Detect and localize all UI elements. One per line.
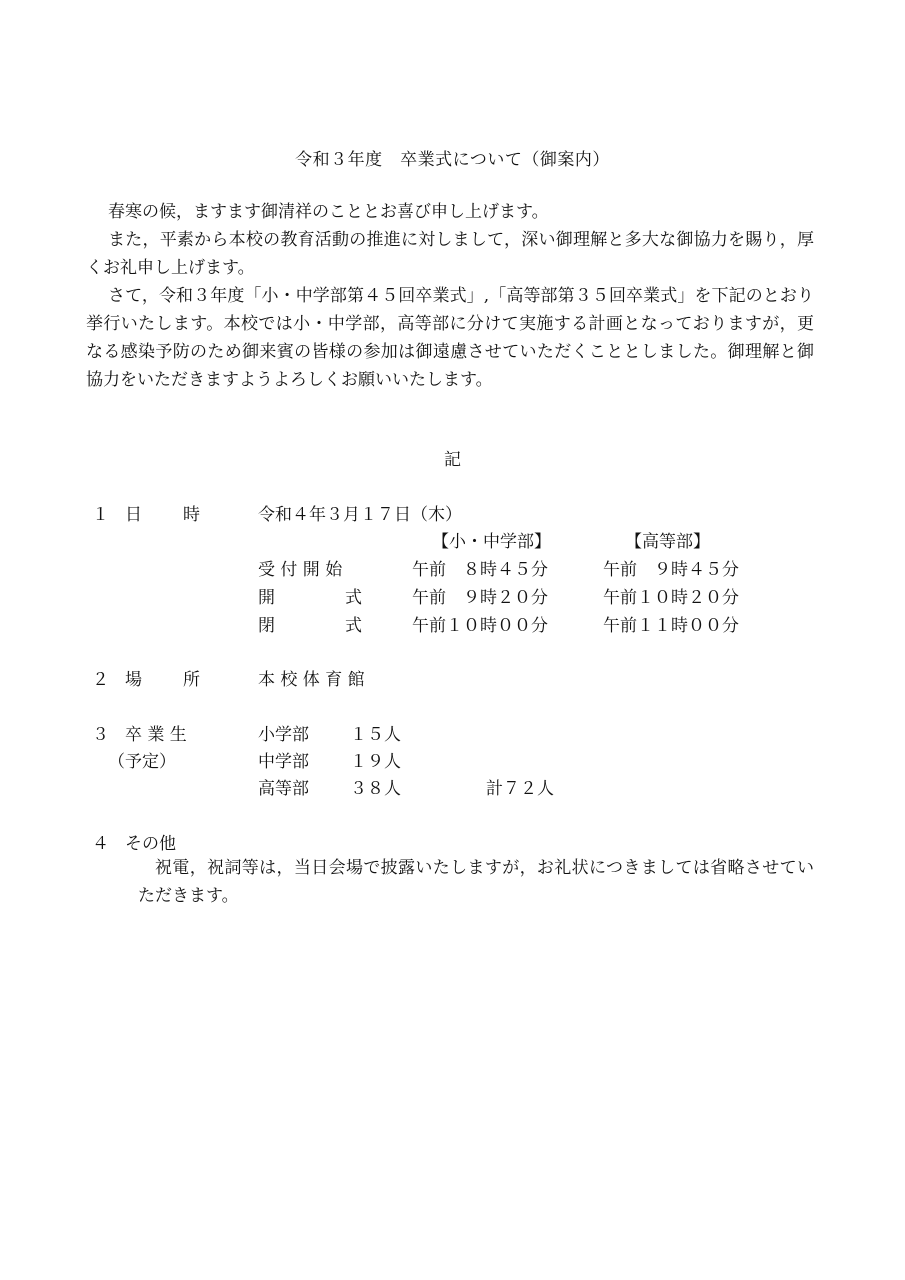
item3-sublabel: （予定）: [108, 752, 176, 772]
row-closing-label-b: 式: [345, 616, 362, 636]
row-closing-time-2: 午前１１時００分: [603, 616, 739, 636]
row-opening-label-a: 開: [258, 588, 275, 608]
total-count: 計７２人: [486, 779, 554, 799]
item2-label-a: 場: [125, 670, 142, 690]
dept-high: 高等部: [258, 779, 309, 799]
item4-text: 祝電，祝詞等は，当日会場で披露いたしますが，お礼状につきましては省略させていただきます。: [138, 858, 814, 906]
item2-label-b: 所: [183, 670, 200, 690]
item1-label-b: 時: [183, 505, 200, 525]
document-title: 令和３年度 卒業式について（御案内）: [295, 150, 610, 170]
row-closing-time-1: 午前１０時００分: [412, 616, 548, 636]
row-closing-label-a: 閉: [258, 616, 275, 636]
thanks-paragraph: また，平素から本校の教育活動の推進に対しまして，深い御理解と多大な御協力を賜り，厚くお礼申し上げます。: [86, 230, 814, 278]
item3-number: ３: [92, 725, 109, 745]
item1-label-a: 日: [125, 505, 142, 525]
row-reception-time-1: 午前 ８時４５分: [412, 560, 548, 580]
greeting-paragraph: 春寒の候，ますます御清祥のこととお喜び申し上げます。: [108, 202, 549, 222]
ki-heading: 記: [444, 450, 461, 470]
item1-number: １: [92, 505, 109, 525]
row-opening-time-1: 午前 ９時２０分: [412, 588, 548, 608]
announcement-paragraph: さて，令和３年度「小・中学部第４５回卒業式」,「高等部第３５回卒業式」を下記のとおり挙行いたします。本校では小・中学部，高等部に分けて実施する計画となっておりますが，更なる感染予防のため御来賓の皆様の参加は御遠慮させていただくこととしました。御理解と御協力をいただきますようよろしくお願いいたします。: [86, 286, 814, 390]
item4-label: その他: [125, 834, 176, 854]
dept-elementary: 小学部: [258, 725, 309, 745]
row-opening-label-b: 式: [345, 588, 362, 608]
row-reception-time-2: 午前 ９時４５分: [603, 560, 739, 580]
item3-label: 卒 業 生: [125, 725, 187, 745]
row-opening-time-2: 午前１０時２０分: [603, 588, 739, 608]
row-reception-label: 受 付 開 始: [258, 560, 343, 580]
count-high: ３８人: [350, 779, 401, 799]
count-elementary: １５人: [350, 725, 401, 745]
ceremony-date: 令和４年３月１７日（木）: [258, 505, 462, 525]
column-head-high: 【高等部】: [625, 532, 710, 552]
column-head-elementary-middle: 【小・中学部】: [432, 532, 551, 552]
count-middle: １９人: [350, 752, 401, 772]
item4-number: ４: [92, 834, 109, 854]
dept-middle: 中学部: [258, 752, 309, 772]
item2-number: ２: [92, 670, 109, 690]
venue: 本 校 体 育 館: [258, 670, 365, 690]
